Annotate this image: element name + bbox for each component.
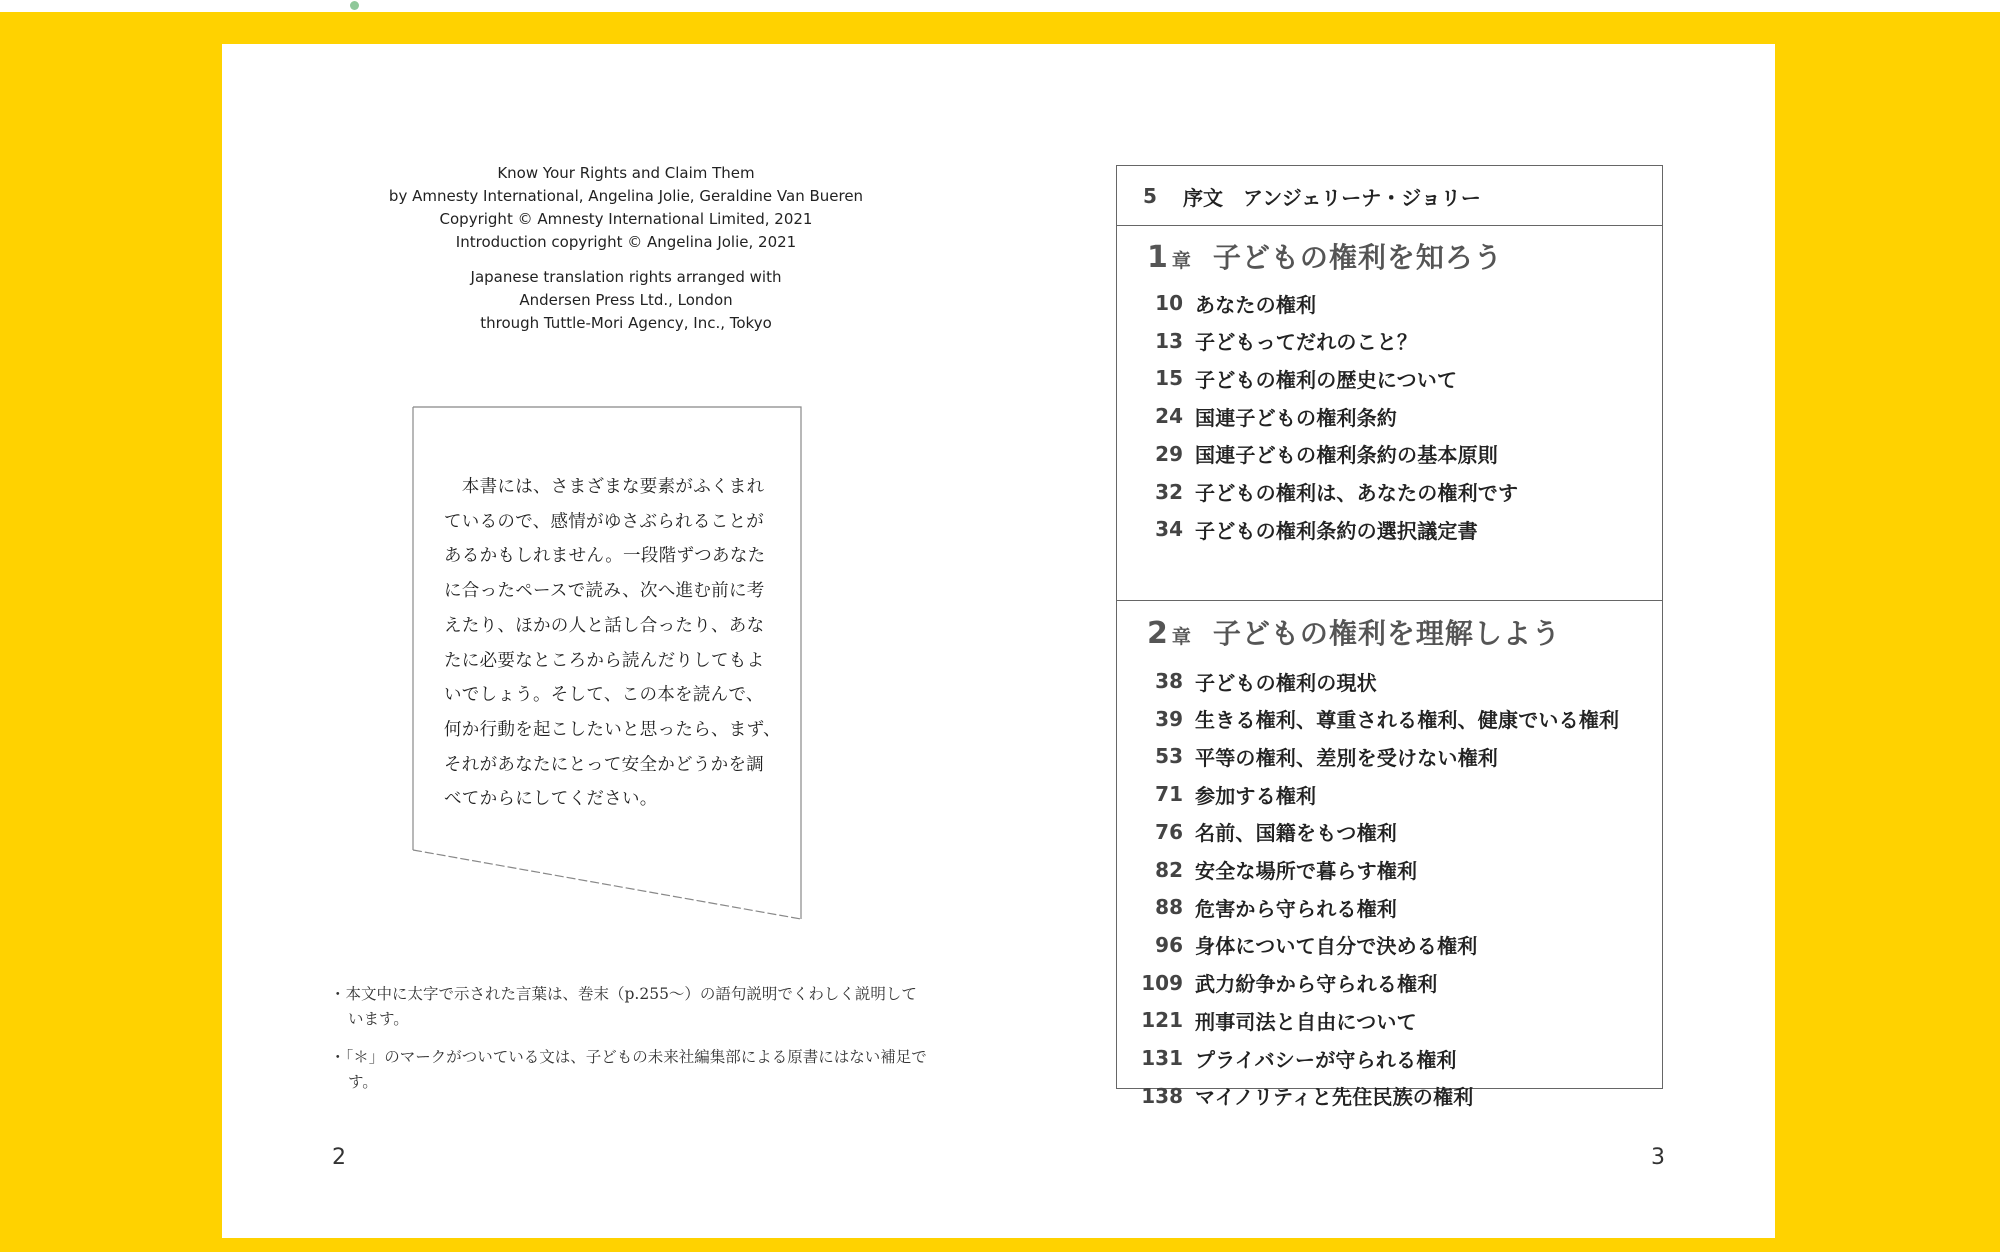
toc-entry-page: 39 <box>1155 706 1183 731</box>
notice-line: たに必要なところから読んだりしてもよ <box>444 650 765 671</box>
toc-entry-title: 参加する権利 <box>1195 783 1317 808</box>
toc-entry-title: 子どもってだれのこと？ <box>1195 330 1418 355</box>
toc-entry-page: 32 <box>1155 479 1183 504</box>
notice-line: それがあなたにとって安全かどうかを調 <box>444 754 765 775</box>
table-of-contents <box>1116 165 1663 1110</box>
toc-entry <box>1117 700 1619 738</box>
credit-line: Andersen Press Ltd., London <box>519 291 733 309</box>
toc-entry-page: 34 <box>1155 517 1183 542</box>
toc-entry-page: 82 <box>1155 857 1183 882</box>
toc-entry-title: 子どもの権利条約の選択議定書 <box>1195 518 1478 543</box>
toc-entry <box>1117 737 1498 775</box>
toc-entry-title: 武力紛争から守られる権利 <box>1195 972 1438 997</box>
copyright-credits <box>368 162 884 335</box>
toc-entry-page: 10 <box>1155 291 1183 315</box>
chapter-title: 子どもの権利を知ろう <box>1212 241 1503 274</box>
toc-entry <box>1117 813 1397 851</box>
toc-entry-page: 88 <box>1155 895 1183 920</box>
toc-entry-title: 子どもの権利の現状 <box>1195 670 1377 695</box>
chapter-title: 子どもの権利を理解しよう <box>1212 617 1561 650</box>
corner-dot <box>350 1 359 10</box>
toc-entry-title: 国連子どもの権利条約の基本原則 <box>1195 443 1498 468</box>
credit-line: Know Your Rights and Claim Them <box>497 164 755 182</box>
toc-entry-page: 76 <box>1155 819 1183 844</box>
toc-entry-title: プライバシーが守られる権利 <box>1195 1047 1457 1072</box>
toc-entry-title: 子どもの権利の歴史について <box>1195 367 1458 392</box>
toc-divider <box>1117 225 1662 226</box>
credit-line: Copyright © Amnesty International Limited, 2021 <box>439 210 813 228</box>
credit-line: Japanese translation rights arranged with <box>470 268 782 286</box>
toc-intro-title: 序文 アンジェリーナ・ジョリー <box>1183 186 1481 210</box>
toc-entry-page: 15 <box>1155 366 1183 391</box>
toc-entry-page: 121 <box>1141 1008 1183 1033</box>
toc-entry <box>1117 284 1316 322</box>
toc-entry-title: 安全な場所で暮らす権利 <box>1195 859 1418 883</box>
toc-entry-title: 平等の権利、差別を受けない権利 <box>1195 745 1498 770</box>
toc-entry-page: 109 <box>1141 970 1183 995</box>
toc-entry-page: 24 <box>1155 404 1183 429</box>
toc-entry-title: あなたの権利 <box>1195 292 1317 317</box>
toc-entry-page: 53 <box>1155 744 1183 769</box>
toc-entry <box>1117 1001 1417 1039</box>
book-spread <box>222 44 1775 1238</box>
toc-entry <box>1117 473 1518 511</box>
toc-entry <box>1117 775 1316 813</box>
toc-entry <box>1117 510 1478 548</box>
toc-entry-title: 国連子どもの権利条約 <box>1195 405 1397 430</box>
toc-entry <box>1117 926 1477 964</box>
toc-divider <box>1117 600 1662 601</box>
toc-entry <box>1117 322 1417 360</box>
notice-line: ているので、感情がゆさぶられることが <box>444 511 765 532</box>
toc-intro-page: 5 <box>1143 184 1157 208</box>
toc-entry-page: 38 <box>1155 669 1183 693</box>
toc-entry-title: 名前、国籍をもつ権利 <box>1195 821 1397 846</box>
toc-entry-title: 生きる権利、尊重される権利、健康でいる権利 <box>1195 708 1620 733</box>
notice-line: いでしょう。そして、この本を読んで、 <box>444 685 764 706</box>
notice-line: べてからにしてください。 <box>444 789 658 810</box>
toc-entry <box>1117 397 1397 435</box>
toc-entry-title: 身体について自分で決める権利 <box>1195 934 1478 959</box>
toc-entry-page: 131 <box>1141 1046 1183 1070</box>
notice-line: 何か行動を起こしたいと思ったら、まず、 <box>444 719 781 740</box>
toc-entry-page: 138 <box>1141 1083 1183 1108</box>
footnote-bold-terms: ・本文中に太字で示された言葉は、巻末（p.255～）の語句説明でくわしく説明しています。 <box>330 985 917 1028</box>
chapter-1-heading <box>1147 236 1503 276</box>
chapter-2-heading <box>1147 612 1561 652</box>
toc-entry <box>1117 888 1397 926</box>
credit-line: through Tuttle-Mori Agency, Inc., Tokyo <box>480 314 772 332</box>
toc-entry-title: 危害から守られる権利 <box>1195 896 1397 921</box>
page-number-right: 3 <box>1651 1145 1665 1170</box>
toc-entry-title: 子どもの権利は、あなたの権利です <box>1195 481 1519 505</box>
page-number-left: 2 <box>332 1145 346 1170</box>
toc-entry-title: マイノリティと先住民族の権利 <box>1195 1085 1474 1110</box>
chapter-number: 1 <box>1147 240 1168 275</box>
chapter-number: 2 <box>1147 616 1168 651</box>
notice-line: えたり、ほかの人と話し合ったり、あな <box>444 615 765 636</box>
credit-line: by Amnesty International, Angelina Jolie, Geraldine Van Bueren <box>388 187 864 205</box>
toc-entry <box>1117 1077 1473 1115</box>
toc-entry <box>1117 435 1498 473</box>
notice-line: 本書には、さまざまな要素がふくまれ <box>444 477 765 497</box>
footnote-asterisk: ・「＊」のマークがついている文は、子どもの未来社編集部による原書にはない補足です。 <box>330 1048 927 1091</box>
toc-entry <box>1117 1039 1457 1077</box>
toc-entry <box>1117 964 1437 1002</box>
credit-line: Introduction copyright © Angelina Jolie, 2021 <box>455 233 797 251</box>
toc-entry-page: 96 <box>1155 932 1183 957</box>
chapter-label: 章 <box>1171 250 1191 272</box>
notice-line: あるかもしれません。一段階ずつあなた <box>444 546 766 567</box>
toc-entry-page: 29 <box>1155 441 1183 466</box>
toc-entry <box>1117 662 1377 700</box>
toc-entry-page: 71 <box>1155 782 1183 807</box>
toc-entry <box>1117 359 1457 397</box>
notice-line: に合ったペースで読み、次へ進む前に考 <box>444 581 765 602</box>
chapter-label: 章 <box>1171 626 1191 648</box>
toc-entry-page: 13 <box>1155 328 1183 353</box>
toc-entry <box>1117 851 1417 889</box>
toc-entry-title: 刑事司法と自由について <box>1195 1009 1417 1034</box>
content-notice <box>444 470 789 817</box>
